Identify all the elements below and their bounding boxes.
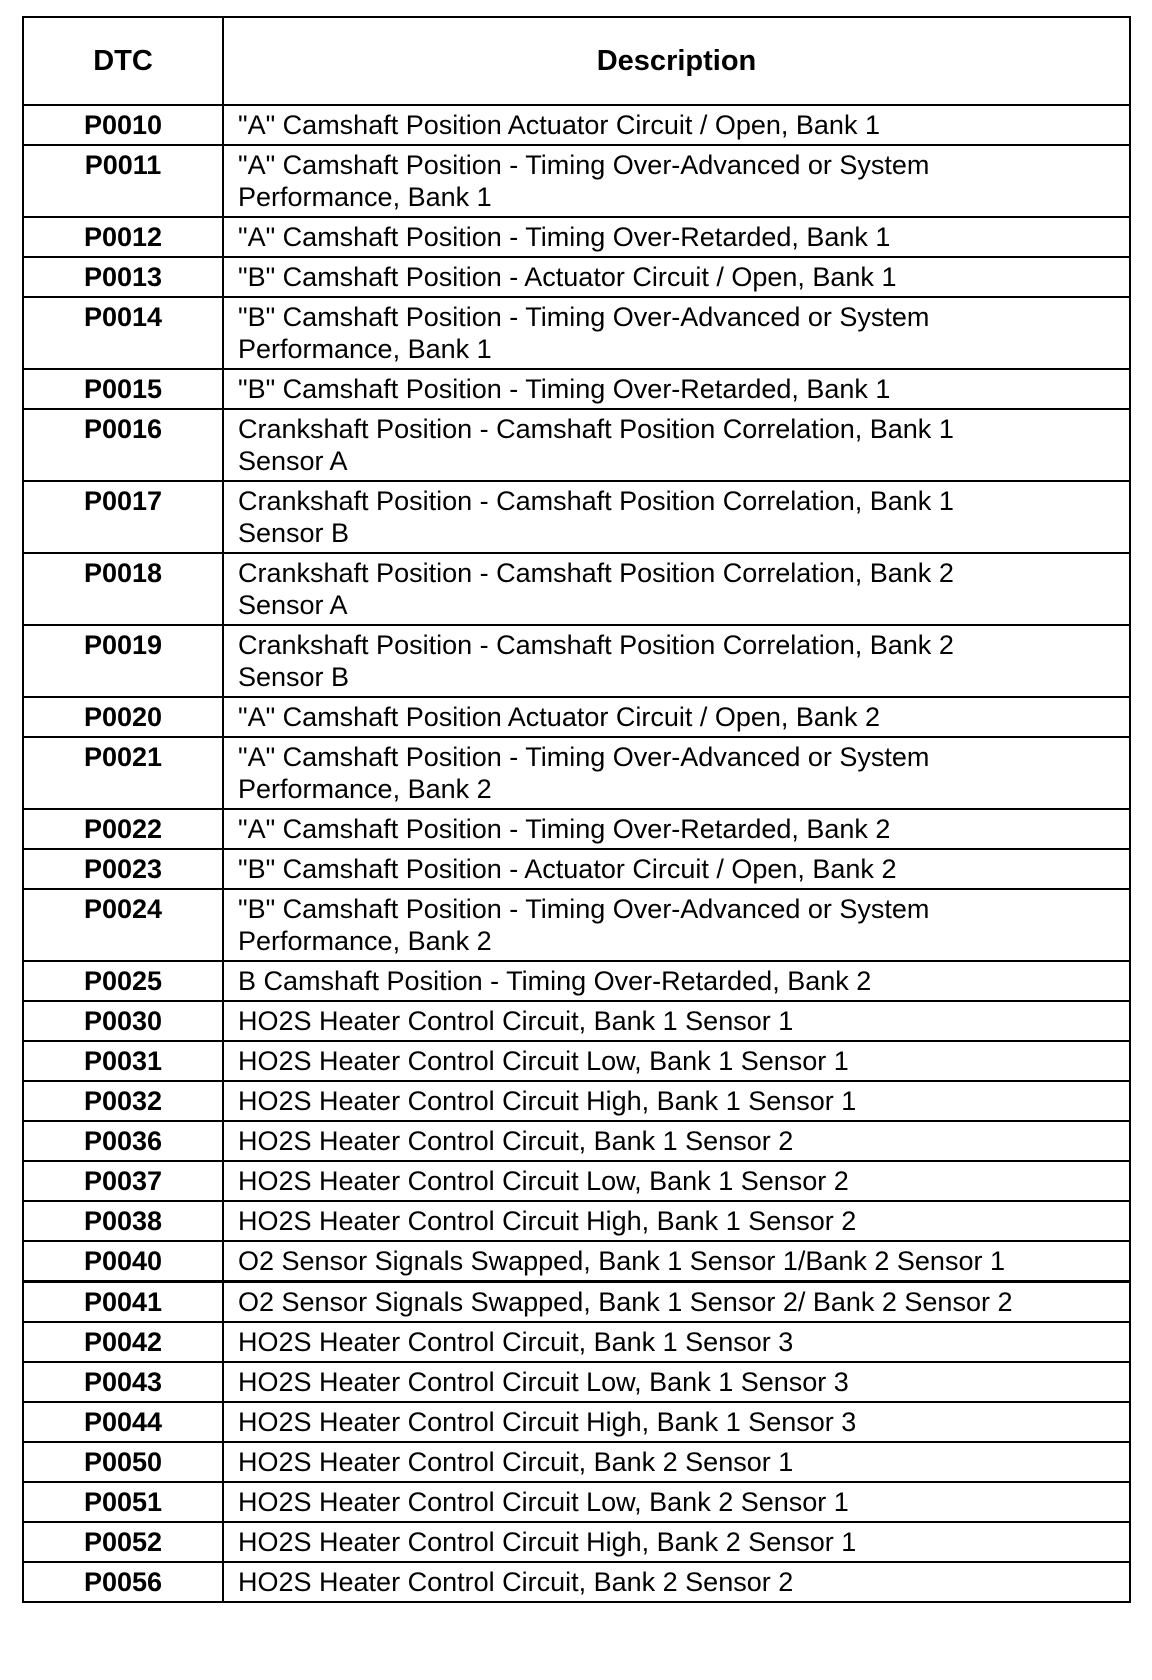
dtc-code: P0016	[23, 409, 223, 481]
description-line: HO2S Heater Control Circuit High, Bank 1 Sensor 1	[238, 1086, 857, 1116]
dtc-description	[223, 1241, 1130, 1282]
table-row	[23, 849, 1130, 889]
dtc-description	[223, 105, 1130, 145]
table-row	[23, 961, 1130, 1001]
dtc-code: P0022	[23, 809, 223, 849]
dtc-description	[223, 961, 1130, 1001]
dtc-code: P0044	[23, 1402, 223, 1442]
dtc-code: P0019	[23, 625, 223, 697]
table-row	[23, 409, 1130, 481]
dtc-code: P0056	[23, 1562, 223, 1602]
dtc-description	[223, 1161, 1130, 1201]
description-line: "B" Camshaft Position - Actuator Circuit / Open, Bank 1	[238, 262, 897, 292]
dtc-code: P0020	[23, 697, 223, 737]
description-line: HO2S Heater Control Circuit, Bank 1 Sensor 2	[238, 1126, 794, 1156]
description-line: Sensor A	[238, 590, 348, 620]
dtc-code: P0018	[23, 553, 223, 625]
description-line: "B" Camshaft Position - Timing Over-Advanced or System	[238, 302, 930, 332]
table-row	[23, 145, 1130, 217]
description-line: "A" Camshaft Position Actuator Circuit / Open, Bank 1	[238, 110, 880, 140]
dtc-description	[223, 1121, 1130, 1161]
table-row	[23, 1081, 1130, 1121]
dtc-description	[223, 625, 1130, 697]
table-row	[23, 1161, 1130, 1201]
dtc-description	[223, 1522, 1130, 1562]
table-row	[23, 1522, 1130, 1562]
dtc-description	[223, 1282, 1130, 1323]
description-line: HO2S Heater Control Circuit Low, Bank 1 Sensor 1	[238, 1046, 849, 1076]
description-line: Sensor B	[238, 662, 350, 692]
table-row	[23, 105, 1130, 145]
description-line: Performance, Bank 1	[238, 334, 492, 364]
dtc-code: P0014	[23, 297, 223, 369]
table-row	[23, 553, 1130, 625]
table-row	[23, 1241, 1130, 1282]
table-row	[23, 1121, 1130, 1161]
description-line: HO2S Heater Control Circuit, Bank 2 Sensor 1	[238, 1447, 794, 1477]
description-line: HO2S Heater Control Circuit High, Bank 1 Sensor 3	[238, 1407, 857, 1437]
description-line: O2 Sensor Signals Swapped, Bank 1 Sensor 1/Bank 2 Sensor 1	[238, 1246, 1005, 1276]
table-row	[23, 1322, 1130, 1362]
dtc-description	[223, 217, 1130, 257]
dtc-code: P0050	[23, 1442, 223, 1482]
table-row	[23, 1041, 1130, 1081]
dtc-description	[223, 1322, 1130, 1362]
dtc-code: P0025	[23, 961, 223, 1001]
dtc-code: P0040	[23, 1241, 223, 1282]
dtc-code: P0051	[23, 1482, 223, 1522]
description-line: "B" Camshaft Position - Timing Over-Retarded, Bank 1	[238, 374, 891, 404]
table-row	[23, 481, 1130, 553]
table-row	[23, 297, 1130, 369]
table-row	[23, 257, 1130, 297]
description-line: Performance, Bank 2	[238, 774, 492, 804]
dtc-code: P0043	[23, 1362, 223, 1402]
header-dtc: DTC	[23, 17, 223, 105]
dtc-code: P0010	[23, 105, 223, 145]
dtc-description	[223, 1482, 1130, 1522]
table-row	[23, 1362, 1130, 1402]
dtc-description	[223, 553, 1130, 625]
description-line: O2 Sensor Signals Swapped, Bank 1 Sensor 2/ Bank 2 Sensor 2	[238, 1287, 1013, 1317]
dtc-code: P0015	[23, 369, 223, 409]
dtc-code: P0031	[23, 1041, 223, 1081]
table-row	[23, 1442, 1130, 1482]
description-line: HO2S Heater Control Circuit, Bank 2 Sensor 2	[238, 1567, 794, 1597]
description-line: B Camshaft Position - Timing Over-Retarded, Bank 2	[238, 966, 872, 996]
description-line: "A" Camshaft Position - Timing Over-Retarded, Bank 2	[238, 814, 891, 844]
description-line: HO2S Heater Control Circuit High, Bank 1 Sensor 2	[238, 1206, 857, 1236]
table-row	[23, 1001, 1130, 1041]
dtc-description	[223, 1362, 1130, 1402]
dtc-code: P0052	[23, 1522, 223, 1562]
dtc-description	[223, 1001, 1130, 1041]
description-line: Sensor B	[238, 518, 350, 548]
dtc-table	[22, 16, 1131, 1603]
dtc-description	[223, 145, 1130, 217]
dtc-code: P0042	[23, 1322, 223, 1362]
dtc-description	[223, 1081, 1130, 1121]
description-line: Crankshaft Position - Camshaft Position Correlation, Bank 2	[238, 558, 954, 588]
dtc-description	[223, 697, 1130, 737]
description-line: HO2S Heater Control Circuit Low, Bank 1 Sensor 3	[238, 1367, 849, 1397]
dtc-description	[223, 1562, 1130, 1602]
description-line: Performance, Bank 2	[238, 926, 492, 956]
description-line: "B" Camshaft Position - Actuator Circuit / Open, Bank 2	[238, 854, 897, 884]
dtc-description	[223, 1442, 1130, 1482]
description-line: Crankshaft Position - Camshaft Position Correlation, Bank 2	[238, 630, 954, 660]
description-line: "B" Camshaft Position - Timing Over-Advanced or System	[238, 894, 930, 924]
description-line: Sensor A	[238, 446, 348, 476]
dtc-code: P0041	[23, 1282, 223, 1323]
table-header	[23, 17, 1130, 105]
dtc-code: P0032	[23, 1081, 223, 1121]
dtc-description	[223, 369, 1130, 409]
dtc-code: P0037	[23, 1161, 223, 1201]
dtc-code: P0038	[23, 1201, 223, 1241]
dtc-description	[223, 889, 1130, 961]
dtc-code: P0030	[23, 1001, 223, 1041]
dtc-description	[223, 737, 1130, 809]
table-row	[23, 1201, 1130, 1241]
dtc-code: P0011	[23, 145, 223, 217]
table-body	[23, 105, 1130, 1602]
table-row	[23, 737, 1130, 809]
table-row	[23, 889, 1130, 961]
table-row	[23, 217, 1130, 257]
dtc-code: P0012	[23, 217, 223, 257]
description-line: Crankshaft Position - Camshaft Position Correlation, Bank 1	[238, 414, 954, 444]
header-description: Description	[223, 17, 1130, 105]
dtc-description	[223, 1201, 1130, 1241]
description-line: "A" Camshaft Position - Timing Over-Retarded, Bank 1	[238, 222, 891, 252]
table-row	[23, 1402, 1130, 1442]
dtc-code: P0024	[23, 889, 223, 961]
description-line: HO2S Heater Control Circuit High, Bank 2 Sensor 1	[238, 1527, 857, 1557]
description-line: HO2S Heater Control Circuit Low, Bank 1 Sensor 2	[238, 1166, 849, 1196]
description-line: HO2S Heater Control Circuit, Bank 1 Sensor 1	[238, 1006, 794, 1036]
description-line: "A" Camshaft Position - Timing Over-Advanced or System	[238, 742, 930, 772]
dtc-description	[223, 409, 1130, 481]
dtc-code: P0021	[23, 737, 223, 809]
table-row	[23, 1482, 1130, 1522]
dtc-description	[223, 297, 1130, 369]
dtc-description	[223, 257, 1130, 297]
description-line: "A" Camshaft Position Actuator Circuit / Open, Bank 2	[238, 702, 880, 732]
dtc-description	[223, 809, 1130, 849]
description-line: HO2S Heater Control Circuit Low, Bank 2 Sensor 1	[238, 1487, 849, 1517]
dtc-description	[223, 1041, 1130, 1081]
dtc-code: P0013	[23, 257, 223, 297]
header-row	[23, 17, 1130, 105]
table-row	[23, 697, 1130, 737]
dtc-description	[223, 1402, 1130, 1442]
table-row	[23, 1562, 1130, 1602]
description-line: Crankshaft Position - Camshaft Position Correlation, Bank 1	[238, 486, 954, 516]
table-row	[23, 625, 1130, 697]
dtc-code: P0023	[23, 849, 223, 889]
table-row	[23, 809, 1130, 849]
dtc-description	[223, 481, 1130, 553]
table-row	[23, 369, 1130, 409]
description-line: HO2S Heater Control Circuit, Bank 1 Sensor 3	[238, 1327, 794, 1357]
dtc-code: P0017	[23, 481, 223, 553]
dtc-description	[223, 849, 1130, 889]
description-line: "A" Camshaft Position - Timing Over-Advanced or System	[238, 150, 930, 180]
dtc-code: P0036	[23, 1121, 223, 1161]
description-line: Performance, Bank 1	[238, 182, 492, 212]
table-row	[23, 1282, 1130, 1323]
